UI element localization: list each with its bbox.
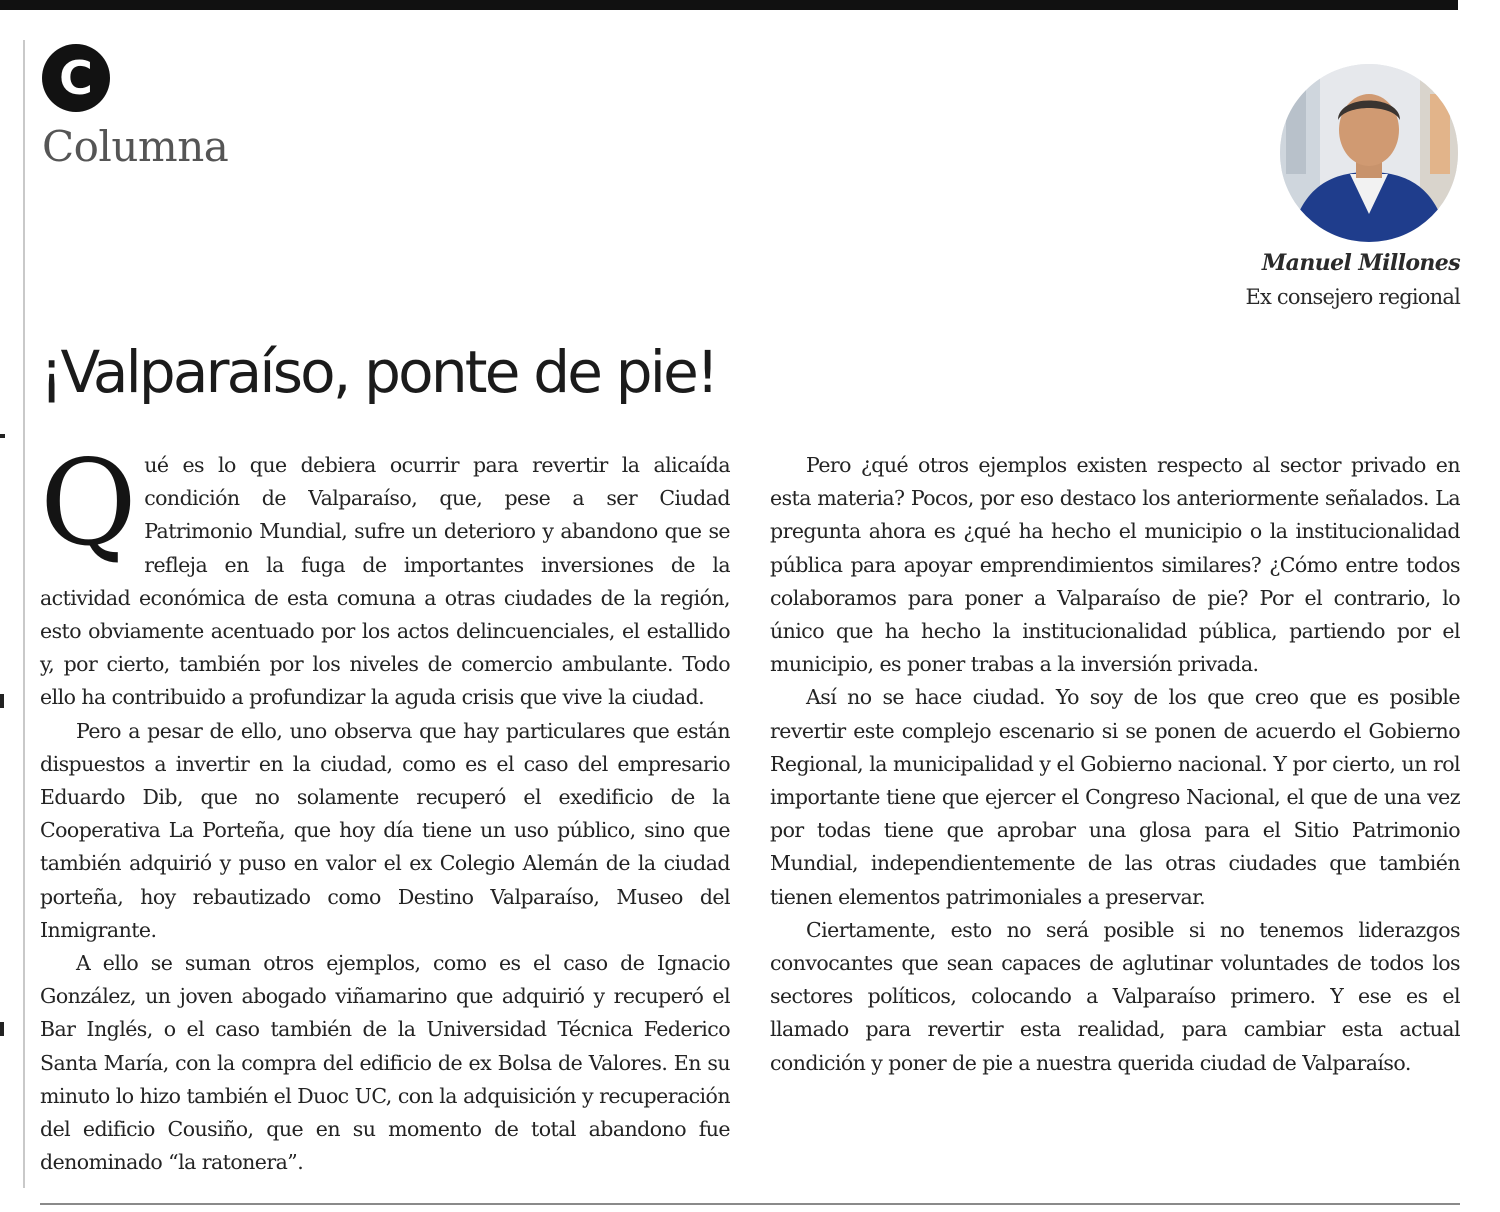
author-name: Manuel Millones (1261, 250, 1460, 276)
author-photo (1280, 64, 1458, 242)
author-role: Ex consejero regional (1245, 285, 1460, 309)
article-paragraph: A ello se suman otros ejemplos, como es el caso de Ignacio González, un joven abogado viñamarino que adquirió y recuperó el Bar Inglés, o el caso también de la Universidad Técnica Federico Santa María, con la compra del edificio de ex Bolsa de Valores. En su minuto lo hizo también el Duoc UC, con la adquisición y recuperación del edificio Cousiño, que en su momento de total abandono fue denominado “la ratonera”. (40, 951, 730, 1175)
article-headline: ¡Valparaíso, ponte de pie! (40, 338, 717, 406)
margin-mark (0, 434, 5, 438)
paragraph-text: ué es lo que debiera ocurrir para revertir la alicaída condición de Valparaíso, que, pese a ser Ciudad Patrimonio Mundial, sufre un deterioro y abandono que se refleja en la fuga de importantes inversiones de la actividad económica de esta comuna a otras ciudades de la región, esto obviamente acentuado por los actos delincuenciales, el estallido y, por cierto, también por los niveles de comercio ambulante. Todo ello ha contribuido a profundizar la aguda crisis que vive la ciudad. (40, 453, 730, 710)
article-column-right (770, 449, 1460, 1080)
margin-mark (0, 694, 4, 708)
article-paragraph: Así no se hace ciudad. Yo soy de los que creo que es posible revertir este complejo escenario si se ponen de acuerdo el Gobierno Regional, la municipalidad y el Gobierno nacional. Y por cierto, un rol importante tiene que ejercer el Congreso Nacional, el que de una vez por todas tiene que aprobar una glosa para el Sitio Patrimonio Mundial, independientemente de las otras ciudades que también tienen elementos patrimoniales a preservar. (770, 685, 1460, 909)
article-paragraph: Ciertamente, esto no será posible si no tenemos liderazgos convocantes que sean capaces de aglutinar voluntades de todos los sectores políticos, colocando a Valparaíso primero. Y ese es el llamado para revertir esta realidad, para cambiar esta actual condición y poner de pie a nuestra querida ciudad de Valparaíso. (770, 917, 1460, 1075)
bottom-rule (40, 1203, 1460, 1205)
section-label: Columna (42, 122, 229, 171)
left-margin-rule (23, 40, 25, 1188)
drop-cap: Q (40, 434, 137, 572)
article-paragraph: Pero a pesar de ello, uno observa que hay particulares que están dispuestos a invertir en la ciudad, como es el caso del empresario Eduardo Dib, que no solamente recuperó el exedificio de la Cooperativa La Porteña, que hoy día tiene un uso público, sino que también adquirió y puso en valor el ex Colegio Alemán de la ciudad porteña, hoy rebautizado como Destino Valparaíso, Museo del Inmigrante. (40, 718, 730, 942)
article-column-left (40, 434, 730, 1179)
article-paragraph (40, 434, 730, 715)
top-rule (0, 0, 1458, 10)
margin-mark (0, 1022, 4, 1036)
article-paragraph: Pero ¿qué otros ejemplos existen respecto al sector privado en esta materia? Pocos, por eso destaco los anteriormente señalados. La pregunta ahora es ¿qué ha hecho el municipio o la institucionalidad pública para apoyar emprendimientos similares? ¿Cómo entre todos colaboramos para poner a Valparaíso de pie? Por el contrario, lo único que ha hecho la institucionalidad pública, partiendo por el municipio, es poner trabas a la inversión privada. (770, 453, 1460, 677)
section-badge: C (42, 44, 110, 112)
